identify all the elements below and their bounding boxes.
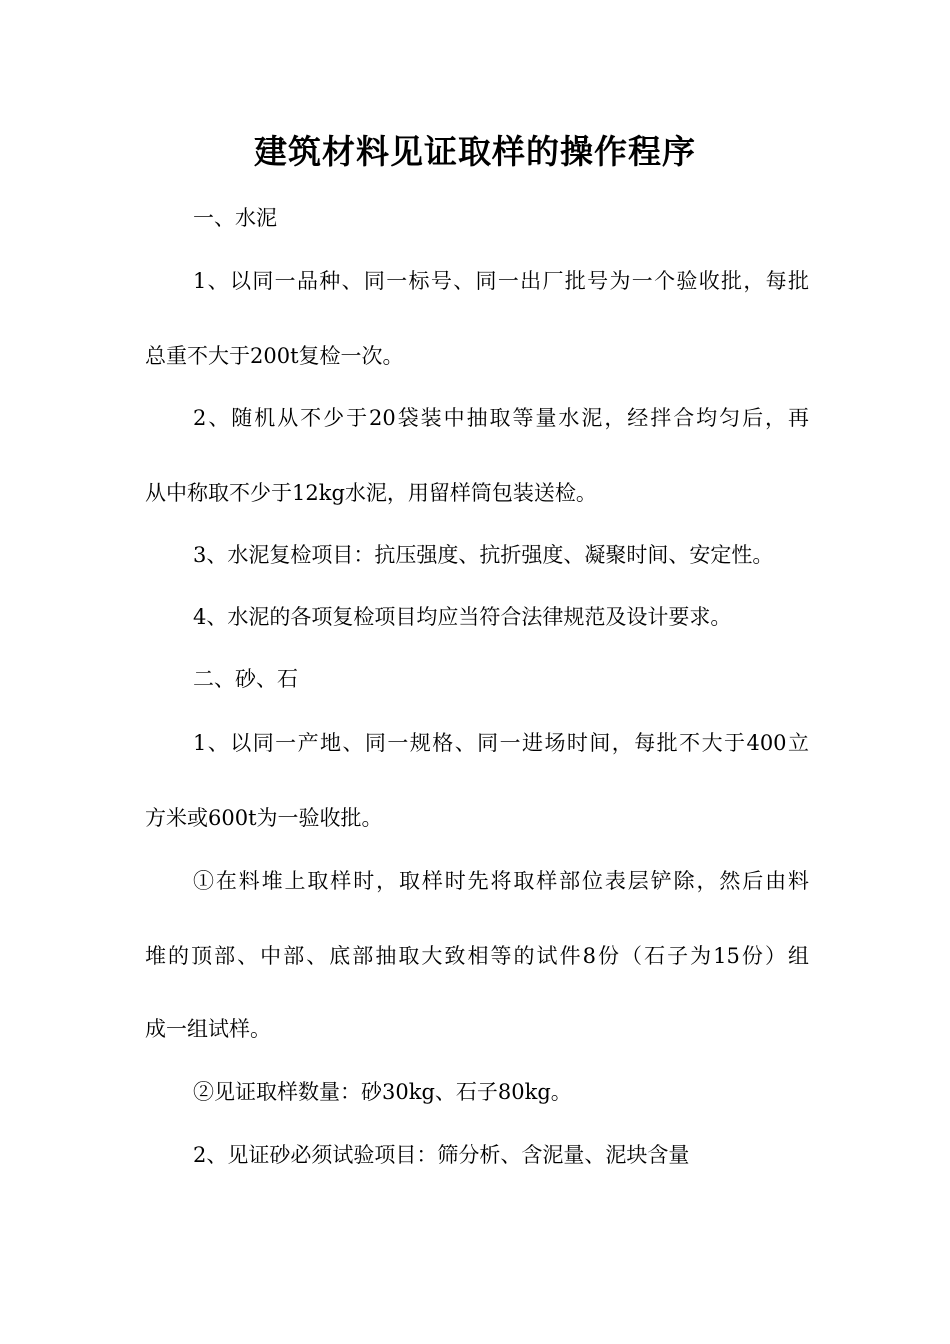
section-heading-cement: 一、水泥 <box>193 206 277 230</box>
paragraph-line: 3、水泥复检项目：抗压强度、抗折强度、凝聚时间、安定性。 <box>193 543 774 567</box>
section-heading-sand-stone: 二、砂、石 <box>193 667 298 691</box>
paragraph-line: 成一组试样。 <box>145 1017 271 1041</box>
paragraph-line: 2、随机从不少于20袋装中抽取等量水泥，经拌合均匀后，再 <box>193 406 809 430</box>
paragraph-line: 1、以同一产地、同一规格、同一进场时间，每批不大于400立 <box>193 731 809 755</box>
document-title: 建筑材料见证取样的操作程序 <box>254 132 696 171</box>
paragraph-line: 从中称取不少于12kg水泥，用留样筒包装送检。 <box>145 481 597 505</box>
paragraph-line: 4、水泥的各项复检项目均应当符合法律规范及设计要求。 <box>193 605 732 629</box>
paragraph-line: 1、以同一品种、同一标号、同一出厂批号为一个验收批，每批 <box>193 269 809 293</box>
paragraph-line: ①在料堆上取样时，取样时先将取样部位表层铲除，然后由料 <box>193 869 809 893</box>
paragraph-line: 方米或600t为一验收批。 <box>145 806 383 830</box>
paragraph-line: 总重不大于200t复检一次。 <box>145 344 404 368</box>
paragraph-line: 2、见证砂必须试验项目：筛分析、含泥量、泥块含量 <box>193 1143 690 1167</box>
paragraph-line: 堆的顶部、中部、底部抽取大致相等的试件8份（石子为15份）组 <box>145 944 809 968</box>
paragraph-line: ②见证取样数量：砂30kg、石子80kg。 <box>193 1080 572 1104</box>
